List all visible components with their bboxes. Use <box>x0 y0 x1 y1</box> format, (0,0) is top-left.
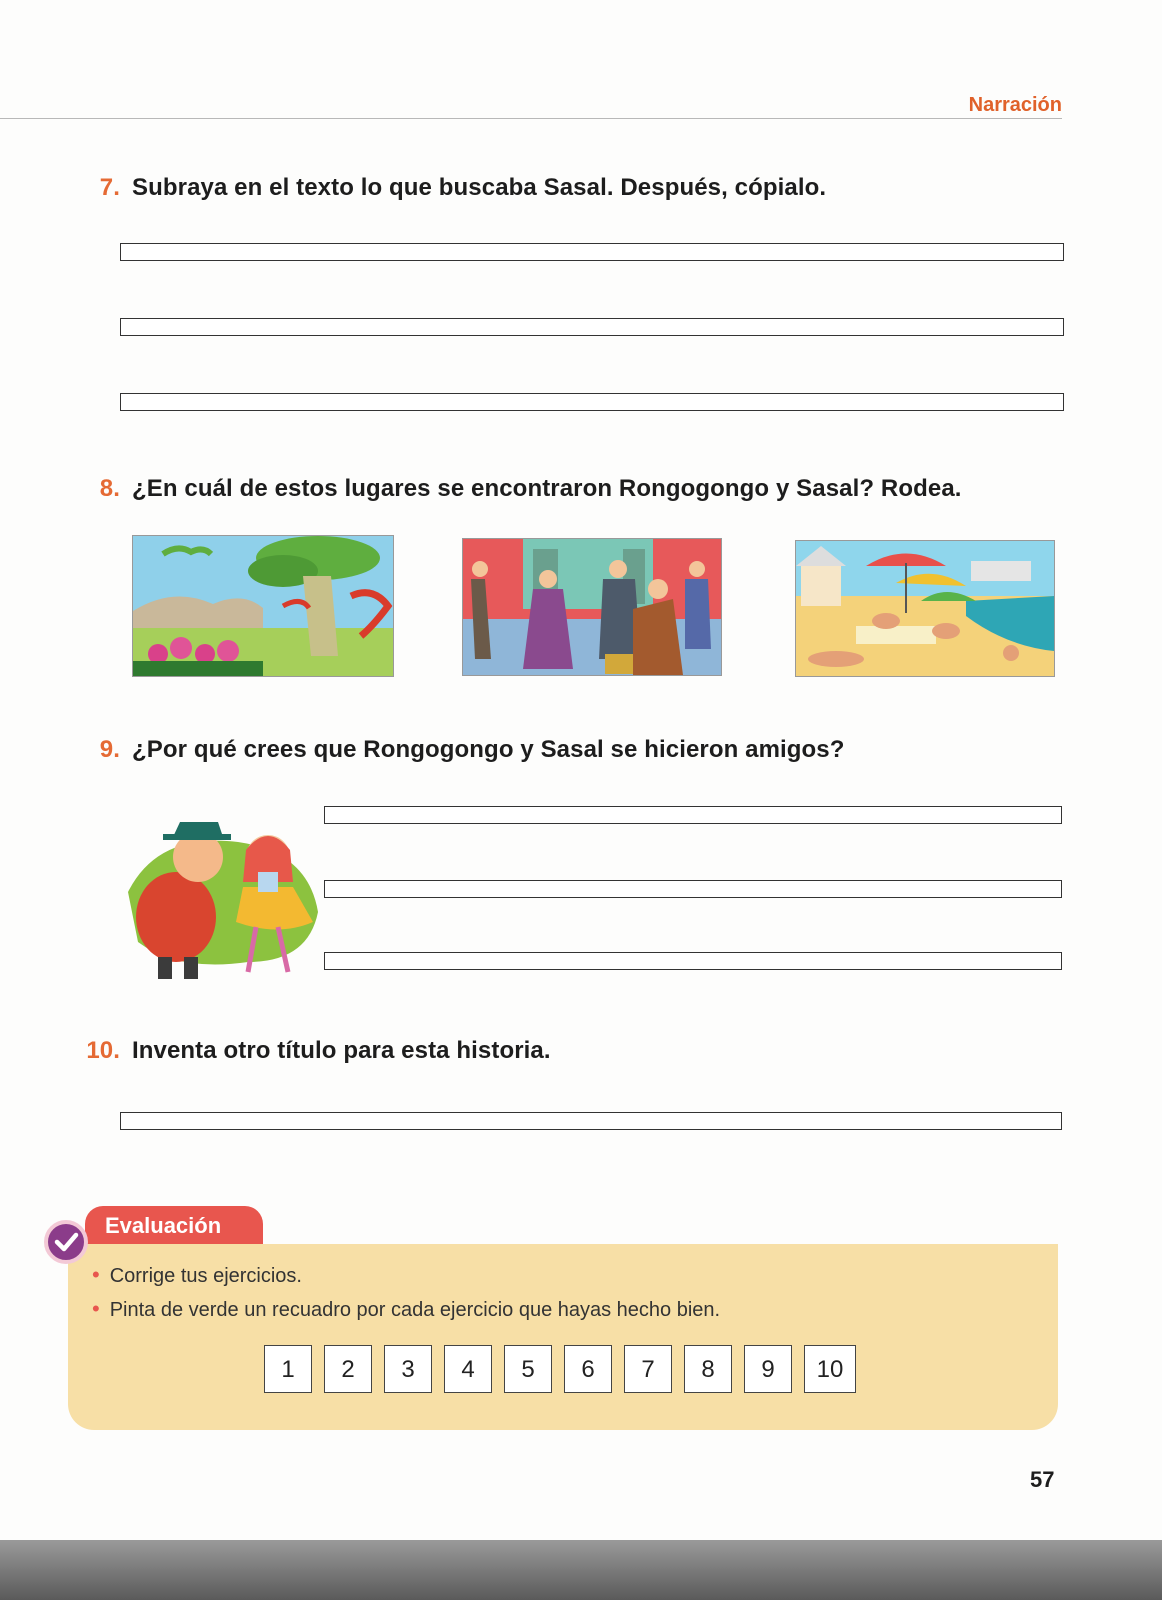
question-text: Inventa otro título para esta historia. <box>132 1037 551 1064</box>
picture-city-street[interactable] <box>462 538 722 676</box>
evaluation-box-6[interactable]: 6 <box>564 1345 612 1393</box>
evaluation-bullet-2 <box>92 1296 720 1322</box>
evaluation-box-7[interactable]: 7 <box>624 1345 672 1393</box>
evaluation-bullet-1 <box>92 1262 302 1288</box>
scan-bottom-edge <box>0 1540 1162 1600</box>
page-number: 57 <box>1030 1467 1055 1492</box>
question-number: 7. <box>99 174 120 201</box>
evaluation-box-8[interactable]: 8 <box>684 1345 732 1393</box>
evaluation-tab: Evaluación <box>85 1206 263 1244</box>
beach-illustration <box>796 541 1054 676</box>
bullet-text: Pinta de verde un recuadro por cada ejercicio que hayas hecho bien. <box>109 1299 721 1321</box>
answer-line-7b[interactable] <box>120 318 1064 336</box>
bullet-text: Corrige tus ejercicios. <box>109 1265 302 1287</box>
answer-line-9b[interactable] <box>324 880 1062 898</box>
bullet-dot-icon: • <box>92 1296 100 1321</box>
picture-beach[interactable] <box>795 540 1055 677</box>
question-7 <box>70 174 826 202</box>
section-title: Narración <box>968 94 1062 116</box>
evaluation-box-4[interactable]: 4 <box>444 1345 492 1393</box>
question-text: Subraya en el texto lo que buscaba Sasal. Después, cópialo. <box>132 174 827 201</box>
answer-line-9c[interactable] <box>324 952 1062 970</box>
question-10 <box>70 1037 551 1065</box>
question-text: ¿Por qué crees que Rongogongo y Sasal se hicieron amigos? <box>132 736 845 763</box>
check-icon <box>44 1220 88 1264</box>
answer-line-7a[interactable] <box>120 243 1064 261</box>
question-8 <box>70 475 962 503</box>
picture-countryside[interactable] <box>132 535 394 677</box>
answer-line-7c[interactable] <box>120 393 1064 411</box>
evaluation-box-1[interactable]: 1 <box>264 1345 312 1393</box>
evaluation-boxes <box>264 1345 868 1393</box>
evaluation-box-10[interactable]: 10 <box>804 1345 856 1393</box>
evaluation-box-3[interactable]: 3 <box>384 1345 432 1393</box>
question-number: 10. <box>86 1037 120 1064</box>
friends-illustration <box>118 812 318 987</box>
question-number: 9. <box>99 736 120 763</box>
evaluation-box-9[interactable]: 9 <box>744 1345 792 1393</box>
question-9 <box>70 736 845 764</box>
characters-illustration <box>118 812 318 987</box>
bullet-dot-icon: • <box>92 1262 100 1287</box>
question-number: 8. <box>99 475 120 502</box>
city-street-illustration <box>463 539 721 675</box>
answer-line-10[interactable] <box>120 1112 1062 1130</box>
answer-line-9a[interactable] <box>324 806 1062 824</box>
question-text: ¿En cuál de estos lugares se encontraron Rongogongo y Sasal? Rodea. <box>132 475 962 502</box>
evaluation-box-5[interactable]: 5 <box>504 1345 552 1393</box>
header-rule <box>0 118 1062 119</box>
evaluation-box-2[interactable]: 2 <box>324 1345 372 1393</box>
countryside-illustration <box>133 536 393 676</box>
check-mark-svg <box>48 1224 84 1260</box>
